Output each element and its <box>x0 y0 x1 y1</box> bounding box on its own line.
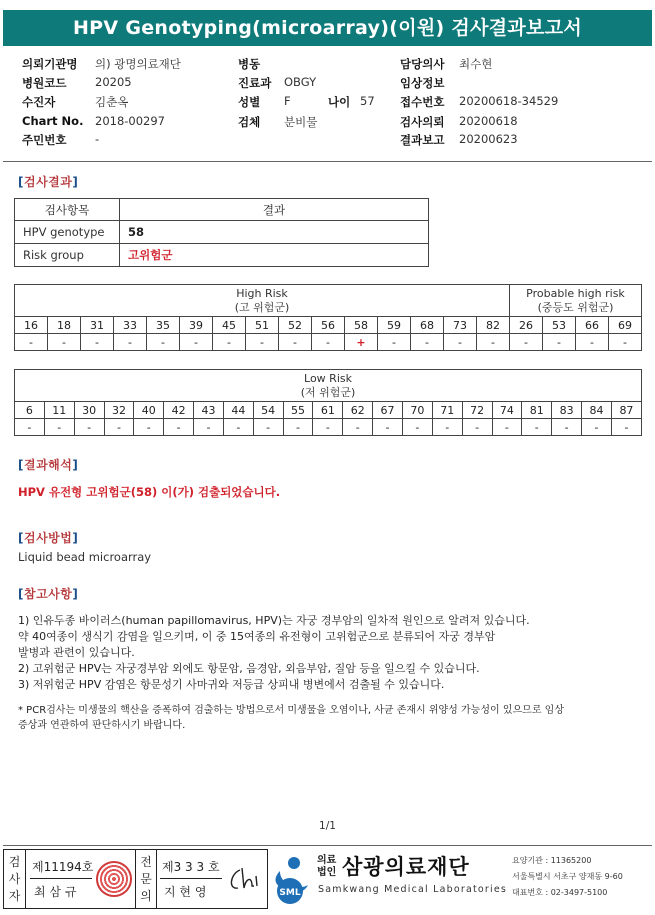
footnote <box>18 703 638 733</box>
signature-box <box>3 849 268 909</box>
dept-value: OBGY <box>284 75 317 89</box>
specialist-name: 지 현 영 <box>164 885 207 899</box>
company-phone: 대표번호 : 02-3497-5100 <box>512 888 608 897</box>
specialist-license: 제3 3 3 호 <box>162 860 220 874</box>
sex-value: F <box>284 94 291 108</box>
seal-stamp <box>96 861 132 897</box>
chart-value: 2018-00297 <box>95 114 165 128</box>
hpv-type-cell: 51 <box>246 317 279 334</box>
hpv-type-cell: 87 <box>611 402 641 419</box>
institution-label: 의뢰기관명 <box>22 57 78 71</box>
low-risk-header: Low Risk (저 위험군) <box>15 370 642 402</box>
result-item-risk: Risk group <box>15 244 120 267</box>
note-line: 1) 인유두종 바이러스(human papillomavirus, HPV)는 자궁 경부암의 일차적 원인으로 알려져 있습니다. <box>18 614 530 627</box>
hpv-type-cell: 69 <box>609 317 642 334</box>
hpv-type-cell: 83 <box>552 402 582 419</box>
chart-label: Chart No. <box>22 114 84 128</box>
hpv-result-cell: - <box>444 334 477 351</box>
svg-text:SML: SML <box>279 888 301 898</box>
hpv-result-cell: - <box>147 334 180 351</box>
hpv-result-cell: - <box>15 334 48 351</box>
report-date-value: 20200623 <box>459 132 518 146</box>
hpv-result-cell: - <box>15 419 45 436</box>
result-col-value: 결과 <box>120 199 429 221</box>
hpv-type-cell: 62 <box>343 402 373 419</box>
sml-logo-icon <box>272 853 312 907</box>
hpv-type-cell: 52 <box>279 317 312 334</box>
hpv-result-cell: - <box>432 419 462 436</box>
section-result-title: [검사결과] <box>18 175 79 189</box>
section-interpretation-title: [결과해석] <box>18 458 79 472</box>
tester-name: 최 삼 규 <box>34 885 77 899</box>
hpv-result-cell: - <box>343 419 373 436</box>
dept-label: 진료과 <box>238 76 272 90</box>
hpv-type-cell: 11 <box>44 402 74 419</box>
hpv-result-cell: - <box>611 419 641 436</box>
sex-label: 성별 <box>238 95 261 109</box>
low-risk-table <box>14 369 642 436</box>
footer-divider <box>3 845 652 846</box>
hpv-type-cell: 42 <box>164 402 194 419</box>
company-logo <box>272 851 652 909</box>
hpv-result-cell: - <box>246 334 279 351</box>
hpv-type-cell: 18 <box>48 317 81 334</box>
tester-license: 제11194호 <box>32 860 94 874</box>
hpv-type-cell: 16 <box>15 317 48 334</box>
hpv-type-cell: 30 <box>74 402 104 419</box>
patient-info <box>22 56 642 156</box>
hpv-result-cell: - <box>283 419 313 436</box>
hpv-result-cell: - <box>552 419 582 436</box>
high-risk-table <box>14 284 642 351</box>
id-label: 주민번호 <box>22 133 67 147</box>
hpv-result-cell: - <box>44 419 74 436</box>
hpv-type-cell: 32 <box>104 402 134 419</box>
section-notes-title: [참고사항] <box>18 587 79 601</box>
specimen-label: 검체 <box>238 115 261 129</box>
request-label: 검사의뢰 <box>400 115 445 129</box>
doctor-label: 담당의사 <box>400 57 445 71</box>
hpv-type-cell: 73 <box>444 317 477 334</box>
company-code: 요양기관 : 11365200 <box>512 856 592 865</box>
hpv-type-cell: 68 <box>411 317 444 334</box>
hpv-type-cell: 40 <box>134 402 164 419</box>
result-col-item: 검사항목 <box>15 199 120 221</box>
hpv-type-cell: 71 <box>432 402 462 419</box>
hpv-type-cell: 45 <box>213 317 246 334</box>
divider <box>3 161 652 162</box>
hpv-type-cell: 53 <box>543 317 576 334</box>
hpv-type-cell: 44 <box>223 402 253 419</box>
hpv-type-cell: 54 <box>253 402 283 419</box>
hpv-result-cell: - <box>576 334 609 351</box>
hpv-result-cell: - <box>609 334 642 351</box>
hospital-code-label: 병원코드 <box>22 76 67 90</box>
hpv-type-cell: 33 <box>114 317 147 334</box>
note-line: 약 40여종이 생식기 감염을 일으키며, 이 중 15여종의 유전형이 고위험군으로 분류되어 자궁 경부암 <box>18 630 496 643</box>
footnote-line: 증상과 연관하여 판단하시기 바랍니다. <box>18 720 186 731</box>
probable-high-risk-header: Probable high risk (중등도 위험군) <box>510 285 642 317</box>
report-date-label: 결과보고 <box>400 133 445 147</box>
age-label: 나이 <box>328 95 351 109</box>
result-item-genotype: HPV genotype <box>15 221 120 244</box>
hpv-type-cell: 39 <box>180 317 213 334</box>
hpv-result-cell: - <box>81 334 114 351</box>
request-value: 20200618 <box>459 114 518 128</box>
ward-label: 병동 <box>238 57 261 71</box>
hpv-type-cell: 35 <box>147 317 180 334</box>
section-method-title: [검사방법] <box>18 531 79 545</box>
report-title: HPV Genotyping(microarray)(이원) 검사결과보고서 <box>3 10 652 46</box>
result-table <box>14 198 429 267</box>
hpv-type-cell: 6 <box>15 402 45 419</box>
hpv-type-cell: 59 <box>378 317 411 334</box>
hpv-result-cell: - <box>194 419 224 436</box>
id-value: - <box>95 132 100 146</box>
specimen-value: 분비물 <box>284 115 318 129</box>
hpv-type-cell: 66 <box>576 317 609 334</box>
hpv-result-cell: - <box>48 334 81 351</box>
company-english-name: Samkwang Medical Laboratories <box>318 884 508 895</box>
hpv-type-cell: 58 <box>345 317 378 334</box>
institution-value: 의) 광명의료재단 <box>95 57 181 71</box>
result-value-genotype: 58 <box>120 221 429 244</box>
hpv-type-cell: 72 <box>462 402 492 419</box>
hpv-result-cell: - <box>510 334 543 351</box>
hpv-result-cell: - <box>402 419 432 436</box>
hpv-result-cell: - <box>411 334 444 351</box>
note-line: 2) 고위험군 HPV는 자궁경부암 외에도 항문암, 음경암, 외음부암, 질암 등을 일으킬 수 있습니다. <box>18 662 480 675</box>
company-address: 서울특별시 서초구 양재동 9-60 <box>512 872 623 881</box>
company-prefix: 의료 법인 <box>317 855 337 878</box>
hpv-result-cell: - <box>492 419 522 436</box>
high-risk-header: High Risk (고 위험군) <box>15 285 510 317</box>
hpv-result-cell: + <box>345 334 378 351</box>
hpv-result-cell: - <box>164 419 194 436</box>
hospital-code-value: 20205 <box>95 75 132 89</box>
doctor-value: 최수현 <box>459 57 493 71</box>
receipt-value: 20200618-34529 <box>459 94 559 108</box>
note-line: 발병과 관련이 있습니다. <box>18 646 135 659</box>
hpv-type-cell: 84 <box>582 402 612 419</box>
hpv-result-cell: - <box>180 334 213 351</box>
interpretation-text: HPV 유전형 고위험군(58) 이(가) 검출되었습니다. <box>18 485 281 499</box>
hpv-result-cell: - <box>279 334 312 351</box>
hpv-type-cell: 81 <box>522 402 552 419</box>
specialist-label: 전 문 의 <box>135 850 157 908</box>
hpv-type-cell: 61 <box>313 402 343 419</box>
hpv-result-cell: - <box>74 419 104 436</box>
hpv-result-cell: - <box>114 334 147 351</box>
hpv-type-cell: 55 <box>283 402 313 419</box>
hpv-type-cell: 82 <box>477 317 510 334</box>
hpv-type-cell: 74 <box>492 402 522 419</box>
hpv-result-cell: - <box>582 419 612 436</box>
hpv-result-cell: - <box>522 419 552 436</box>
hpv-result-cell: - <box>477 334 510 351</box>
hpv-result-cell: - <box>543 334 576 351</box>
page-number: 1/1 <box>319 820 336 832</box>
hpv-result-cell: - <box>378 334 411 351</box>
clinical-label: 임상정보 <box>400 76 445 90</box>
hpv-result-cell: - <box>213 334 246 351</box>
method-text: Liquid bead microarray <box>18 550 152 564</box>
hpv-type-cell: 26 <box>510 317 543 334</box>
hpv-result-cell: - <box>253 419 283 436</box>
hpv-result-cell: - <box>313 419 343 436</box>
hpv-result-cell: - <box>104 419 134 436</box>
handwritten-signature <box>226 864 264 894</box>
hpv-result-cell: - <box>462 419 492 436</box>
hpv-result-cell: - <box>373 419 403 436</box>
hpv-result-cell: - <box>312 334 345 351</box>
tester-label: 검 사 자 <box>4 850 26 908</box>
hpv-type-cell: 31 <box>81 317 114 334</box>
age-value: 57 <box>360 94 375 108</box>
company-name: 삼광의료재단 <box>342 855 470 879</box>
hpv-type-cell: 56 <box>312 317 345 334</box>
result-value-risk: 고위험군 <box>120 244 429 267</box>
name-label: 수진자 <box>22 95 56 109</box>
hpv-result-cell: - <box>223 419 253 436</box>
hpv-type-cell: 67 <box>373 402 403 419</box>
receipt-label: 접수번호 <box>400 95 445 109</box>
note-line: 3) 저위험군 HPV 감염은 항문성기 사마귀와 저등급 상피내 병변에서 검출될 수 있습니다. <box>18 678 445 691</box>
name-value: 김춘옥 <box>95 95 129 109</box>
hpv-type-cell: 70 <box>402 402 432 419</box>
hpv-result-cell: - <box>134 419 164 436</box>
footnote-line: * PCR검사는 미생물의 핵산을 증폭하여 검출하는 방법으로서 미생물을 오염이나, 사균 존재시 위양성 가능성이 있으므로 임상 <box>18 705 564 716</box>
hpv-type-cell: 43 <box>194 402 224 419</box>
